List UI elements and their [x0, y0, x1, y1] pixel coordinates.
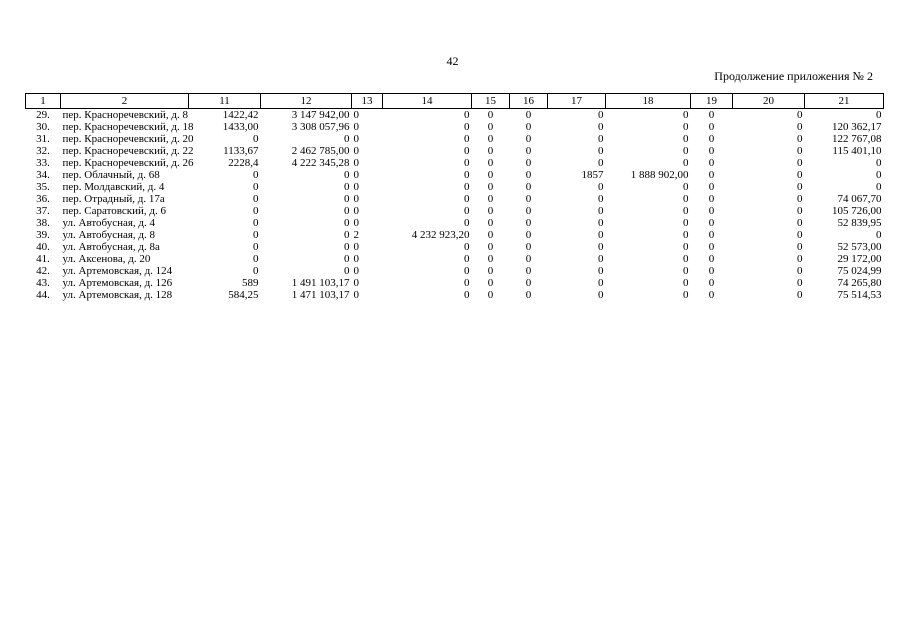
cell-col-12: 1 491 103,17 — [291, 277, 350, 289]
cell-col-12: 2 462 785,00 — [291, 145, 350, 157]
cell-col-13: 0 — [353, 169, 359, 181]
cell-col-16: 0 — [525, 109, 532, 121]
cell-col-11: 0 — [253, 169, 259, 181]
cell-col-13: 0 — [353, 157, 359, 169]
cell-col-21: 52 573,00 — [837, 241, 882, 253]
cell-col-18: 1 888 902,00 — [630, 169, 689, 181]
cell-col-18: 0 — [683, 121, 689, 133]
column-header: 12 — [261, 94, 352, 109]
row-number: 39. — [36, 229, 50, 241]
row-number: 44. — [36, 289, 50, 301]
cell-col-11: 1133,67 — [223, 145, 259, 157]
table-row — [26, 121, 884, 133]
cell-col-13: 0 — [353, 181, 359, 193]
cell-col-16: 0 — [525, 253, 532, 265]
cell-col-18: 0 — [683, 205, 689, 217]
column-header: 2 — [61, 94, 189, 109]
cell-col-17: 0 — [598, 157, 604, 169]
table-row — [26, 229, 884, 241]
column-header: 19 — [691, 94, 733, 109]
cell-col-20: 0 — [797, 169, 803, 181]
cell-col-15: 0 — [487, 145, 494, 157]
cell-col-17: 0 — [598, 277, 604, 289]
row-number: 40. — [36, 241, 50, 253]
cell-col-12: 0 — [344, 253, 350, 265]
cell-col-19: 0 — [708, 145, 715, 157]
cell-col-21: 115 401,10 — [832, 145, 882, 157]
table-row — [26, 169, 884, 181]
cell-col-18: 0 — [683, 217, 689, 229]
cell-col-17: 0 — [598, 253, 604, 265]
cell-col-19: 0 — [708, 217, 715, 229]
cell-col-14: 0 — [464, 193, 470, 205]
cell-col-17: 0 — [598, 121, 604, 133]
cell-col-16: 0 — [525, 265, 532, 277]
row-number: 34. — [36, 169, 50, 181]
cell-col-16: 0 — [525, 157, 532, 169]
cell-col-11: 0 — [253, 193, 259, 205]
cell-col-16: 0 — [525, 193, 532, 205]
cell-col-12: 0 — [344, 205, 350, 217]
cell-col-13: 0 — [353, 205, 359, 217]
cell-col-13: 0 — [353, 109, 359, 121]
cell-col-14: 0 — [464, 169, 470, 181]
cell-col-11: 584,25 — [228, 289, 259, 301]
cell-col-14: 0 — [464, 121, 470, 133]
cell-col-14: 0 — [464, 109, 470, 121]
row-number: 41. — [36, 253, 50, 265]
cell-col-18: 0 — [683, 241, 689, 253]
cell-col-14: 0 — [464, 289, 470, 301]
cell-col-13: 2 — [353, 229, 359, 241]
cell-col-13: 0 — [353, 265, 359, 277]
cell-col-15: 0 — [487, 253, 494, 265]
cell-col-13: 0 — [353, 133, 359, 145]
cell-col-12: 0 — [344, 169, 350, 181]
cell-col-13: 0 — [353, 241, 359, 253]
cell-col-16: 0 — [525, 181, 532, 193]
cell-col-19: 0 — [708, 133, 715, 145]
cell-col-15: 0 — [487, 193, 494, 205]
cell-col-21: 52 839,95 — [837, 217, 882, 229]
cell-col-14: 0 — [464, 133, 470, 145]
cell-col-21: 0 — [876, 157, 882, 169]
column-header: 15 — [472, 94, 510, 109]
cell-col-16: 0 — [525, 229, 532, 241]
cell-col-21: 0 — [876, 109, 882, 121]
table-row — [26, 205, 884, 217]
cell-col-20: 0 — [797, 145, 803, 157]
cell-col-18: 0 — [683, 109, 689, 121]
cell-col-18: 0 — [683, 265, 689, 277]
column-header: 11 — [189, 94, 261, 109]
cell-col-15: 0 — [487, 133, 494, 145]
cell-col-19: 0 — [708, 265, 715, 277]
cell-col-11: 0 — [253, 133, 259, 145]
address-cell: пер. Облачный, д. 68 — [62, 169, 160, 181]
cell-col-19: 0 — [708, 157, 715, 169]
cell-col-12: 0 — [344, 133, 350, 145]
cell-col-17: 0 — [598, 109, 604, 121]
cell-col-17: 0 — [598, 133, 604, 145]
cell-col-21: 29 172,00 — [837, 253, 882, 265]
cell-col-20: 0 — [797, 229, 803, 241]
cell-col-19: 0 — [708, 121, 715, 133]
cell-col-17: 0 — [598, 289, 604, 301]
cell-col-20: 0 — [797, 205, 803, 217]
address-cell: пер. Красноречевский, д. 8 — [62, 109, 189, 121]
cell-col-12: 0 — [344, 181, 350, 193]
address-cell: пер. Красноречевский, д. 22 — [62, 145, 194, 157]
cell-col-11: 0 — [253, 241, 259, 253]
cell-col-19: 0 — [708, 205, 715, 217]
cell-col-16: 0 — [525, 133, 532, 145]
cell-col-15: 0 — [487, 121, 494, 133]
cell-col-12: 0 — [344, 229, 350, 241]
cell-col-17: 1857 — [581, 169, 604, 181]
table-row — [26, 109, 884, 122]
cell-col-18: 0 — [683, 193, 689, 205]
cell-col-18: 0 — [683, 229, 689, 241]
cell-col-18: 0 — [683, 133, 689, 145]
address-cell: ул. Аксенова, д. 20 — [62, 253, 151, 265]
row-number: 33. — [36, 157, 50, 169]
cell-col-15: 0 — [487, 289, 494, 301]
cell-col-19: 0 — [708, 289, 715, 301]
cell-col-20: 0 — [797, 241, 803, 253]
table-row — [26, 145, 884, 157]
cell-col-19: 0 — [708, 181, 715, 193]
cell-col-20: 0 — [797, 217, 803, 229]
cell-col-20: 0 — [797, 253, 803, 265]
cell-col-11: 0 — [253, 229, 259, 241]
address-cell: ул. Автобусная, д. 8 — [62, 229, 156, 241]
cell-col-13: 0 — [353, 121, 359, 133]
cell-col-17: 0 — [598, 217, 604, 229]
column-header: 17 — [548, 94, 606, 109]
cell-col-17: 0 — [598, 241, 604, 253]
cell-col-14: 0 — [464, 145, 470, 157]
address-cell: ул. Автобусная, д. 4 — [62, 217, 156, 229]
cell-col-11: 0 — [253, 265, 259, 277]
address-cell: ул. Артемовская, д. 128 — [62, 289, 173, 301]
cell-col-19: 0 — [708, 241, 715, 253]
cell-col-21: 0 — [876, 169, 882, 181]
row-number: 36. — [36, 193, 50, 205]
address-cell: ул. Артемовская, д. 126 — [62, 277, 173, 289]
table-row — [26, 265, 884, 277]
cell-col-14: 0 — [464, 241, 470, 253]
cell-col-21: 120 362,17 — [832, 121, 882, 133]
cell-col-17: 0 — [598, 181, 604, 193]
cell-col-16: 0 — [525, 145, 532, 157]
cell-col-11: 1433,00 — [222, 121, 259, 133]
cell-col-11: 0 — [253, 181, 259, 193]
table-row — [26, 241, 884, 253]
cell-col-20: 0 — [797, 193, 803, 205]
cell-col-12: 3 308 057,96 — [291, 121, 350, 133]
table-row — [26, 157, 884, 169]
cell-col-20: 0 — [797, 277, 803, 289]
row-number: 29. — [36, 109, 50, 121]
cell-col-18: 0 — [683, 181, 689, 193]
table-row — [26, 253, 884, 265]
table-body — [26, 109, 884, 302]
cell-col-12: 1 471 103,17 — [291, 289, 350, 301]
cell-col-12: 0 — [344, 217, 350, 229]
cell-col-14: 0 — [464, 253, 470, 265]
cell-col-12: 0 — [344, 265, 350, 277]
cell-col-17: 0 — [598, 193, 604, 205]
cell-col-14: 0 — [464, 181, 470, 193]
cell-col-20: 0 — [797, 289, 803, 301]
cell-col-21: 74 067,70 — [837, 193, 882, 205]
cell-col-15: 0 — [487, 265, 494, 277]
cell-col-15: 0 — [487, 157, 494, 169]
continuation-label: Продолжение приложения № 2 — [714, 69, 873, 83]
cell-col-20: 0 — [797, 265, 803, 277]
cell-col-14: 0 — [464, 157, 470, 169]
cell-col-16: 0 — [525, 121, 532, 133]
cell-col-11: 1422,42 — [222, 109, 259, 121]
column-header: 18 — [606, 94, 691, 109]
table-row — [26, 289, 884, 301]
cell-col-18: 0 — [683, 289, 689, 301]
row-number: 43. — [36, 277, 50, 289]
column-header: 20 — [733, 94, 805, 109]
cell-col-21: 0 — [876, 181, 882, 193]
cell-col-16: 0 — [525, 217, 532, 229]
cell-col-11: 589 — [242, 277, 259, 289]
cell-col-18: 0 — [683, 157, 689, 169]
cell-col-13: 0 — [353, 193, 359, 205]
cell-col-15: 0 — [487, 109, 494, 121]
cell-col-19: 0 — [708, 193, 715, 205]
column-header: 14 — [383, 94, 472, 109]
address-cell: пер. Молдавский, д. 4 — [62, 181, 165, 193]
cell-col-21: 74 265,80 — [837, 277, 882, 289]
data-table — [25, 93, 884, 301]
cell-col-20: 0 — [797, 109, 803, 121]
cell-col-16: 0 — [525, 289, 532, 301]
cell-col-14: 0 — [464, 217, 470, 229]
table-row — [26, 217, 884, 229]
table-row — [26, 133, 884, 145]
cell-col-13: 0 — [353, 277, 359, 289]
cell-col-20: 0 — [797, 181, 803, 193]
cell-col-18: 0 — [683, 277, 689, 289]
header-row — [26, 94, 884, 109]
table-row — [26, 181, 884, 193]
cell-col-21: 75 514,53 — [837, 289, 882, 301]
cell-col-11: 0 — [253, 253, 259, 265]
cell-col-16: 0 — [525, 169, 532, 181]
cell-col-21: 75 024,99 — [837, 265, 882, 277]
table-header — [26, 94, 884, 109]
cell-col-17: 0 — [598, 229, 604, 241]
table-row — [26, 193, 884, 205]
cell-col-21: 0 — [876, 229, 882, 241]
cell-col-12: 0 — [344, 241, 350, 253]
page-number: 42 — [446, 54, 459, 68]
cell-col-16: 0 — [525, 277, 532, 289]
row-number: 37. — [36, 205, 50, 217]
address-cell: пер. Красноречевский, д. 18 — [62, 121, 194, 133]
cell-col-17: 0 — [598, 205, 604, 217]
cell-col-19: 0 — [708, 109, 715, 121]
row-number: 35. — [36, 181, 50, 193]
row-number: 42. — [36, 265, 50, 277]
row-number: 38. — [36, 217, 50, 229]
cell-col-19: 0 — [708, 229, 715, 241]
cell-col-20: 0 — [797, 157, 803, 169]
cell-col-11: 0 — [253, 217, 259, 229]
table-row — [26, 277, 884, 289]
cell-col-19: 0 — [708, 253, 715, 265]
cell-col-19: 0 — [708, 169, 715, 181]
cell-col-16: 0 — [525, 241, 532, 253]
cell-col-21: 122 767,08 — [832, 133, 882, 145]
cell-col-20: 0 — [797, 121, 803, 133]
cell-col-18: 0 — [683, 253, 689, 265]
cell-col-15: 0 — [487, 181, 494, 193]
cell-col-13: 0 — [353, 253, 359, 265]
cell-col-15: 0 — [487, 205, 494, 217]
row-number: 30. — [36, 121, 50, 133]
address-cell: пер. Отрадный, д. 17а — [62, 193, 165, 205]
cell-col-14: 0 — [464, 277, 470, 289]
cell-col-17: 0 — [598, 265, 604, 277]
column-header: 21 — [805, 94, 884, 109]
cell-col-12: 3 147 942,00 — [291, 109, 350, 121]
cell-col-14: 0 — [464, 265, 470, 277]
cell-col-21: 105 726,00 — [832, 205, 882, 217]
cell-col-15: 0 — [487, 217, 494, 229]
column-header: 13 — [352, 94, 383, 109]
address-cell: пер. Красноречевский, д. 26 — [62, 157, 194, 169]
cell-col-16: 0 — [525, 205, 532, 217]
address-cell: ул. Автобусная, д. 8а — [62, 241, 160, 253]
cell-col-20: 0 — [797, 133, 803, 145]
cell-col-13: 0 — [353, 145, 359, 157]
cell-col-17: 0 — [598, 145, 604, 157]
column-header: 1 — [26, 94, 61, 109]
row-number: 31. — [36, 133, 50, 145]
cell-col-19: 0 — [708, 277, 715, 289]
column-header: 16 — [510, 94, 548, 109]
cell-col-12: 0 — [344, 193, 350, 205]
cell-col-14: 0 — [464, 205, 470, 217]
cell-col-15: 0 — [487, 241, 494, 253]
row-number: 32. — [36, 145, 50, 157]
cell-col-13: 0 — [353, 289, 359, 301]
cell-col-13: 0 — [353, 217, 359, 229]
address-cell: пер. Красноречевский, д. 20 — [62, 133, 194, 145]
cell-col-18: 0 — [683, 145, 689, 157]
address-cell: ул. Артемовская, д. 124 — [62, 265, 173, 277]
cell-col-15: 0 — [487, 277, 494, 289]
cell-col-12: 4 222 345,28 — [291, 157, 350, 169]
cell-col-14: 4 232 923,20 — [411, 229, 470, 241]
cell-col-11: 0 — [253, 205, 259, 217]
cell-col-15: 0 — [487, 169, 494, 181]
cell-col-11: 2228,4 — [228, 157, 259, 169]
cell-col-15: 0 — [487, 229, 494, 241]
address-cell: пер. Саратовский, д. 6 — [62, 205, 166, 217]
